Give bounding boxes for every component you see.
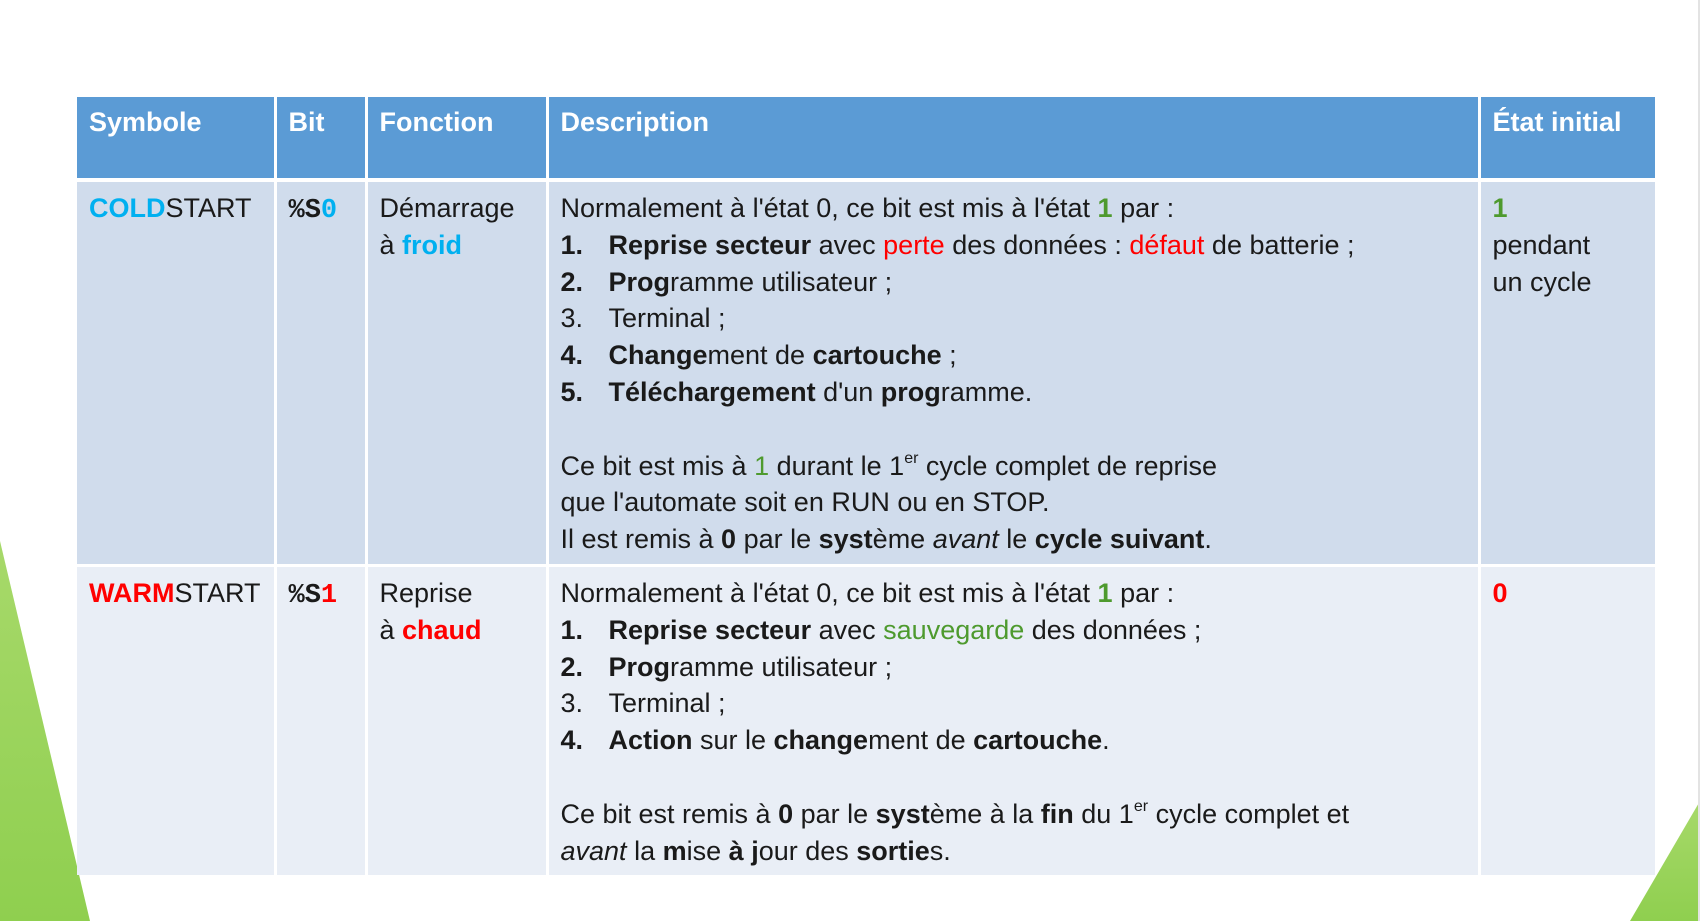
text-fragment: ème à la: [929, 798, 1041, 829]
text-fragment: m: [662, 835, 687, 866]
text-fragment: du 1: [1073, 798, 1134, 829]
text-fragment: Il est remis à: [560, 524, 722, 555]
text-fragment: sortie: [856, 835, 930, 866]
text-fragment: er: [904, 449, 919, 467]
list-item: [561, 300, 1466, 337]
text-fragment: d'un: [815, 376, 881, 407]
text-fragment: ise: [686, 835, 729, 866]
text-fragment: ;: [941, 340, 957, 371]
cell-symbol: [77, 565, 275, 875]
text-fragment: our des: [758, 835, 857, 866]
table-row-coldstart: [77, 180, 1655, 565]
note-line: [561, 796, 1466, 833]
text-fragment: cartouche: [973, 725, 1103, 756]
list-item-text: [609, 612, 1202, 649]
system-bits-table-container: [77, 97, 1655, 875]
text-fragment: Ce bit est remis à: [560, 798, 779, 829]
text-fragment: 1: [754, 450, 770, 481]
list-item-number: 3.: [560, 688, 584, 719]
text-fragment: Reprise secteur: [608, 229, 812, 260]
intro-value: 1: [1097, 193, 1113, 223]
spacer: [561, 411, 1466, 448]
function-keyword: froid: [402, 229, 463, 260]
function-line: [380, 227, 534, 264]
text-fragment: défaut: [1129, 229, 1205, 260]
conditions-list: [561, 227, 1466, 411]
text-fragment: sur le: [692, 725, 774, 756]
note-line: [561, 484, 1466, 521]
text-fragment: Change: [608, 340, 708, 371]
symbol-prefix: COLD: [89, 193, 166, 223]
function-line: [380, 612, 534, 649]
symbol-prefix: WARM: [89, 577, 175, 608]
text-fragment: .: [1204, 524, 1212, 555]
function-prefix: à: [379, 229, 403, 260]
conditions-list: [561, 612, 1466, 759]
spacer: [561, 759, 1466, 796]
bit-number: 1: [320, 580, 338, 611]
text-fragment: que l'automate soit en RUN ou en STOP.: [560, 487, 1050, 518]
list-item-text: [609, 649, 893, 686]
text-fragment: ème: [872, 524, 933, 555]
list-item: [561, 264, 1466, 301]
intro-text-end: par :: [1112, 193, 1175, 223]
function-line: Démarrage: [379, 193, 515, 223]
text-fragment: 0: [721, 524, 737, 555]
description-note: [561, 796, 1466, 870]
text-fragment: cycle suivant: [1034, 524, 1205, 555]
text-fragment: ment de: [868, 725, 974, 756]
text-fragment: le: [998, 524, 1035, 555]
text-fragment: avant: [932, 524, 999, 555]
list-item-text: [609, 227, 1355, 264]
table-header-row: [77, 97, 1655, 180]
text-fragment: syst: [875, 798, 930, 829]
text-fragment: des données ;: [1024, 614, 1202, 645]
text-fragment: 0: [778, 798, 794, 829]
list-item-text: [609, 374, 1033, 411]
text-fragment: .: [1102, 725, 1110, 756]
function-keyword: chaud: [402, 614, 482, 645]
bit-prefix: %S: [288, 196, 321, 226]
text-fragment: Ce bit est mis à: [560, 450, 755, 481]
text-fragment: change: [773, 725, 869, 756]
list-item: [561, 374, 1466, 411]
list-item-number: 2.: [560, 651, 584, 682]
cell-initial-state: [1479, 180, 1655, 565]
text-fragment: Terminal ;: [608, 303, 726, 334]
list-item-number: 4.: [560, 340, 584, 371]
text-fragment: Téléchargement: [608, 376, 816, 407]
text-fragment: er: [1133, 797, 1149, 815]
initial-note-line: un cycle: [1492, 266, 1592, 297]
text-fragment: s.: [929, 835, 951, 866]
text-fragment: Reprise secteur: [608, 614, 812, 645]
text-fragment: perte: [883, 229, 945, 260]
text-fragment: Action: [608, 725, 693, 756]
text-fragment: Terminal ;: [608, 688, 726, 719]
cell-description: [547, 180, 1479, 565]
text-fragment: cycle complet de reprise: [918, 450, 1218, 481]
function-prefix: à: [379, 614, 403, 645]
cell-function: [366, 180, 547, 565]
header-etat-initial: État initial: [1479, 97, 1655, 180]
cell-bit: [275, 565, 366, 875]
text-fragment: prog: [880, 376, 941, 407]
text-fragment: cartouche: [812, 340, 942, 371]
initial-value: 1: [1492, 193, 1508, 223]
cell-function: [366, 565, 547, 875]
text-fragment: avant: [560, 835, 627, 866]
list-item: [561, 649, 1466, 686]
description-intro: [561, 190, 1466, 227]
text-fragment: durant le 1: [769, 450, 905, 481]
initial-note-line: pendant: [1492, 229, 1591, 260]
text-fragment: Prog: [608, 266, 671, 297]
note-line: [561, 521, 1466, 558]
bit-number: 0: [320, 196, 338, 226]
description-note: [561, 448, 1466, 558]
list-item: [561, 227, 1466, 264]
text-fragment: de batterie ;: [1204, 229, 1355, 260]
initial-value: 0: [1492, 577, 1508, 608]
cell-symbol: [77, 180, 275, 565]
list-item-number: 5.: [560, 376, 584, 407]
list-item: [561, 722, 1466, 759]
text-fragment: avec: [811, 614, 884, 645]
cell-initial-state: [1479, 565, 1655, 875]
text-fragment: ramme.: [940, 376, 1033, 407]
symbol-suffix: START: [174, 577, 261, 608]
text-fragment: j: [751, 835, 759, 866]
cell-description: [547, 565, 1479, 875]
list-item: [561, 685, 1466, 722]
text-fragment: sauvegarde: [883, 614, 1025, 645]
header-bit: Bit: [275, 97, 366, 180]
list-item-number: 4.: [560, 725, 584, 756]
text-fragment: cycle complet et: [1148, 798, 1350, 829]
system-bits-table: [77, 97, 1655, 875]
header-symbole: Symbole: [77, 97, 275, 180]
list-item-number: 1.: [560, 614, 584, 645]
intro-value: 1: [1097, 577, 1113, 608]
header-fonction: Fonction: [366, 97, 547, 180]
intro-text-end: par :: [1112, 577, 1175, 608]
function-line: Reprise: [379, 577, 473, 608]
text-fragment: ramme utilisateur ;: [670, 266, 893, 297]
text-fragment: Prog: [608, 651, 671, 682]
text-fragment: ment de: [707, 340, 813, 371]
note-line: [561, 448, 1466, 485]
text-fragment: fin: [1040, 798, 1074, 829]
intro-text: Normalement à l'état 0, ce bit est mis à l'état: [560, 577, 1098, 608]
cell-bit: [275, 180, 366, 565]
symbol-suffix: START: [165, 193, 252, 223]
list-item-text: [609, 685, 726, 722]
text-fragment: avec: [811, 229, 884, 260]
text-fragment: syst: [818, 524, 873, 555]
list-item: [561, 612, 1466, 649]
list-item-number: 1.: [560, 229, 584, 260]
text-fragment: par le: [793, 798, 876, 829]
intro-text: Normalement à l'état 0, ce bit est mis à l'état: [560, 193, 1098, 223]
list-item-text: [609, 264, 893, 301]
text-fragment: à: [728, 835, 744, 866]
text-fragment: ramme utilisateur ;: [670, 651, 893, 682]
table-row-warmstart: [77, 565, 1655, 875]
list-item-number: 2.: [560, 266, 584, 297]
list-item-text: [609, 300, 726, 337]
header-description: Description: [547, 97, 1479, 180]
list-item-text: [609, 337, 957, 374]
list-item-number: 3.: [560, 303, 584, 334]
text-fragment: des données :: [944, 229, 1130, 260]
note-line: [561, 833, 1466, 870]
description-intro: [561, 575, 1466, 612]
list-item-text: [609, 722, 1110, 759]
list-item: [561, 337, 1466, 374]
text-fragment: la: [626, 835, 663, 866]
text-fragment: par le: [736, 524, 819, 555]
bit-prefix: %S: [288, 580, 321, 611]
